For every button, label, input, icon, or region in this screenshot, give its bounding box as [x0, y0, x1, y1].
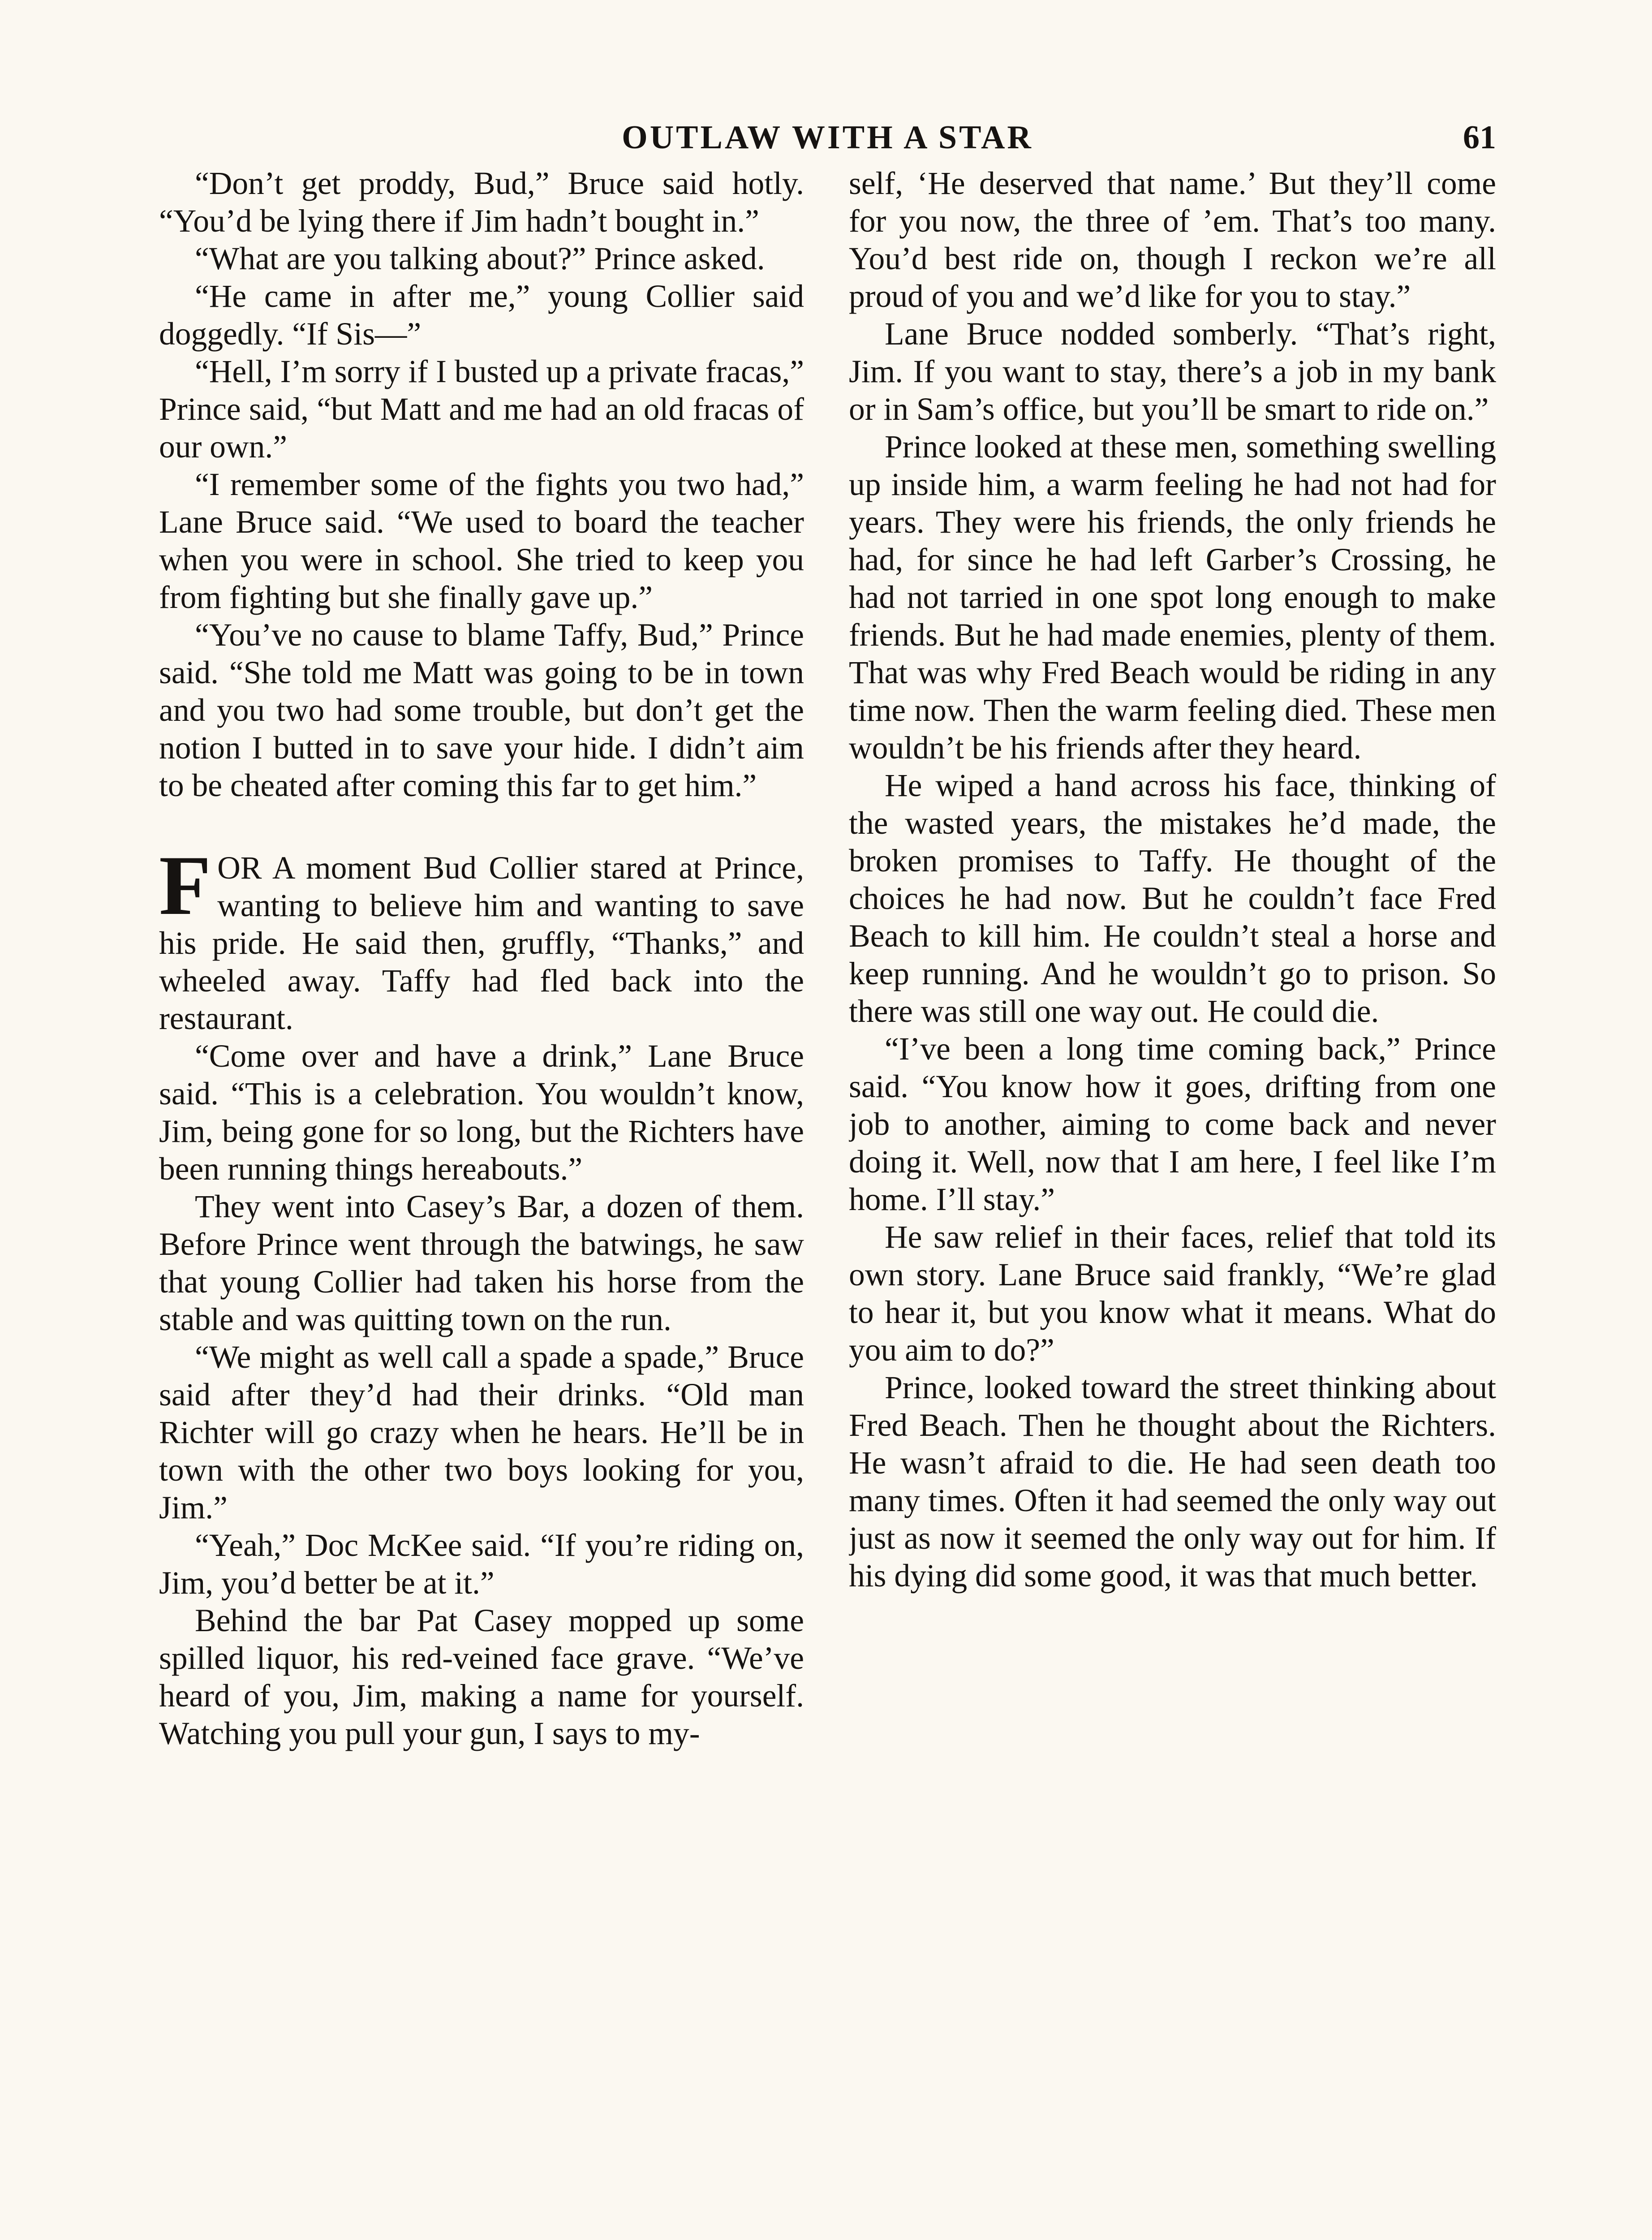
- running-title: OUTLAW WITH A STAR: [622, 119, 1033, 156]
- section-opening-text: OR A moment Bud Collier stared at Prince, wanting to believe him and wanting to save his pride. He said then, gruffly, “Thanks,” and wheeled away. Taffy had fled back into the restaurant.: [159, 850, 804, 1036]
- paragraph: “Yeah,” Doc McKee said. “If you’re riding on, Jim, you’d better be at it.”: [159, 1528, 804, 1601]
- paragraph: He saw relief in their faces, relief that told its own story. Lane Bruce said frankly, “We’re glad to hear it, but you know what it means. What do you aim to do?”: [849, 1219, 1496, 1368]
- section-break: [159, 805, 804, 849]
- paragraph: “I remember some of the fights you two had,” Lane Bruce said. “We used to board the teacher when you were in school. She tried to keep you from fighting but she finally gave up.”: [159, 467, 804, 615]
- paragraph: “You’ve no cause to blame Taffy, Bud,” Prince said. “She told me Matt was going to be in town and you two had some trouble, but don’t get the notion I butted in to save your hide. I didn’t aim to be cheated after coming this far to get him.”: [159, 617, 804, 803]
- paragraph: They went into Casey’s Bar, a dozen of them. Before Prince went through the batwings, he saw that young Collier had taken his horse from the stable and was quitting town on the run.: [159, 1189, 804, 1337]
- right-column: [849, 165, 1496, 2203]
- paragraph: “Don’t get proddy, Bud,” Bruce said hotly. “You’d be lying there if Jim hadn’t bought in.”: [159, 166, 804, 239]
- paragraph: “We might as well call a spade a spade,” Bruce said after they’d had their drinks. “Old man Richter will go crazy when he hears. He’ll be in town with the other two boys looking for you, Jim.”: [159, 1340, 804, 1525]
- page-number: 61: [1463, 119, 1496, 156]
- running-header: [159, 119, 1496, 159]
- paragraph: “Hell, I’m sorry if I busted up a private fracas,” Prince said, “but Matt and me had an old fracas of our own.”: [159, 354, 804, 465]
- paragraph: Prince looked at these men, something swelling up inside him, a warm feeling he had not had for years. They were his friends, the only friends he had, for since he had left Garber’s Crossing, he had not tarried in one spot long enough to make friends. But he had made enemies, plenty of them. That was why Fred Beach would be riding in any time now. Then the warm feeling died. These men wouldn’t be his friends after they heard.: [849, 429, 1496, 766]
- paragraph: He wiped a hand across his face, thinking of the wasted years, the mistakes he’d made, the broken promises to Taffy. He thought of the choices he had now. But he couldn’t face Fred Beach to kill him. He couldn’t steal a horse and keep running. And he wouldn’t go to prison. So there was still one way out. He could die.: [849, 768, 1496, 1029]
- section-opening-paragraph: [159, 839, 804, 1038]
- paragraph: Lane Bruce nodded somberly. “That’s right, Jim. If you want to stay, there’s a job in my bank or in Sam’s office, but you’ll be smart to ride on.”: [849, 316, 1496, 427]
- paragraph: “He came in after me,” young Collier said doggedly. “If Sis—”: [159, 279, 804, 352]
- paragraph: Prince, looked toward the street thinking about Fred Beach. Then he thought about the Richters. He wasn’t afraid to die. He had seen death too many times. Often it had seemed the only way out just as now it seemed the only way out for him. If his dying did some good, it was that much better.: [849, 1370, 1496, 1594]
- paragraph: Behind the bar Pat Casey mopped up some spilled liquor, his red-veined face grave. “We’ve heard of you, Jim, making a name for yourself. Watching you pull your gun, I says to my-: [159, 1603, 804, 1751]
- drop-cap: F: [159, 839, 211, 933]
- paragraph: “What are you talking about?” Prince asked.: [195, 241, 765, 276]
- paragraph: “Come over and have a drink,” Lane Bruce said. “This is a celebration. You wouldn’t know, Jim, being gone for so long, but the Richters have been running things hereabouts.”: [159, 1038, 804, 1187]
- continued-paragraph: self, ‘He deserved that name.’ But they’ll come for you now, the three of ’em. That’s too many. You’d best ride on, though I reckon we’re all proud of you and we’d like for you to stay.”: [849, 166, 1496, 314]
- left-column: [159, 165, 804, 2203]
- paragraph: “I’ve been a long time coming back,” Prince said. “You know how it goes, drifting from one job to another, aiming to come back and never doing it. Well, now that I am here, I feel like I’m home. I’ll stay.”: [849, 1031, 1496, 1217]
